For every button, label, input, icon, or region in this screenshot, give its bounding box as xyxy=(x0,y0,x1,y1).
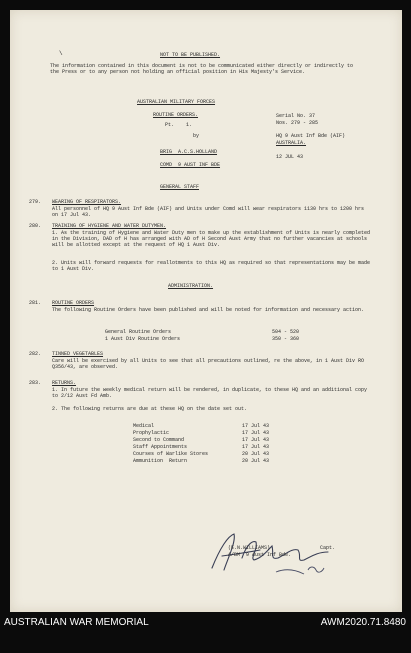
item-283-number: 283. xyxy=(29,380,42,386)
by-label: by xyxy=(193,133,200,139)
footer-accession-id: AWM2020.71.8480 xyxy=(320,617,406,628)
document-page xyxy=(10,10,402,612)
return-label: Ammunition Return xyxy=(133,458,188,464)
return-date: 17 Jul 43 xyxy=(242,430,270,436)
item-282-body: Care will be exercised by all Units to see that all precautions outlined, re the above, in 1 Aust Div RO Q356/43, are observed. xyxy=(52,358,365,370)
return-date: 20 Jul 43 xyxy=(242,451,270,457)
item-282-number: 282. xyxy=(29,351,42,357)
issuer-name: BRIG A.C.S.HOLLAND xyxy=(160,149,218,155)
item-281-number: 281. xyxy=(29,300,42,306)
item-279-number: 279. xyxy=(29,199,42,205)
ro-row-value: 350 - 360 xyxy=(272,336,300,342)
item-282-title: TINNED VEGETABLES xyxy=(52,351,104,357)
section-general-staff: GENERAL STAFF xyxy=(160,184,200,190)
serial-number: Serial No. 37 xyxy=(276,113,316,119)
hq-line-2: AUSTRALIA. xyxy=(276,140,307,146)
hq-line-1: HQ 9 Aust Inf Bde (AIF) xyxy=(276,133,346,139)
return-label: Second to Command xyxy=(133,437,185,443)
notice-title: NOT TO BE PUBLISHED. xyxy=(160,52,221,58)
return-date: 17 Jul 43 xyxy=(242,437,270,443)
order-numbers: Nos. 279 - 285 xyxy=(276,120,319,126)
signatory-appointment: A/BM 9 Aust Inf Bde. xyxy=(228,552,292,558)
footer-credit: AUSTRALIAN WAR MEMORIAL xyxy=(4,617,149,628)
notice-text: The information contained in this document is not to be communicated either directly or indirectly to the Press or to any person not holding an official position in His Majesty's Service. xyxy=(50,63,354,75)
footer-bar xyxy=(0,612,411,653)
item-280-title: TRAINING OF HYGIENE AND WATER DUTYMEN. xyxy=(52,223,167,229)
order-date: 12 JUL 43 xyxy=(276,154,304,160)
signatory-name: (E.N.WILLIAMS) xyxy=(228,545,271,551)
section-administration: ADMINISTRATION. xyxy=(168,283,214,289)
return-date: 20 Jul 43 xyxy=(242,458,270,464)
item-283-title: RETURNS. xyxy=(52,380,77,386)
orders-title: ROUTINE ORDERS. xyxy=(153,112,199,118)
item-279-body: All personnel of HQ 9 Aust Inf Bde (AIF) and Units under Comd will wear respirators 1130 hrs to 1200 hrs on 17 Jul 43. xyxy=(52,206,365,218)
ro-row-label: General Routine Orders xyxy=(105,329,172,335)
item-283-para-2: 2. The following returns are due at these HQ on the date set out. xyxy=(52,406,248,412)
issuer-command: COMD 9 AUST INF BDE xyxy=(160,162,221,168)
return-label: Prophylactic xyxy=(133,430,170,436)
hole-punch-mark: \ xyxy=(59,50,63,57)
return-date: 17 Jul 43 xyxy=(242,444,270,450)
signatory-rank: Capt. xyxy=(320,545,336,551)
item-281-title: ROUTINE ORDERS xyxy=(52,300,95,306)
item-280-para-1: 1. As the training of Hygiene and Water Duty men to make up the establishment of Units is nearly completed in the Division, DAD of H has arranged with AD of H Second Aust Army that no further vacancies at schools will be allotted except at the request of HQ 1 Aust Div. xyxy=(52,230,371,248)
force-heading: AUSTRALIAN MILITARY FORCES xyxy=(137,99,216,105)
return-label: Medical xyxy=(133,423,155,429)
ro-row-value: 504 - 520 xyxy=(272,329,300,335)
return-label: Courses of Warlike Stores xyxy=(133,451,209,457)
return-label: Staff Appointments xyxy=(133,444,188,450)
item-283-para-1: 1. In future the weekly medical return will be rendered, in duplicate, to these HQ and an additional copy to 2/12 Aust Fd Amb. xyxy=(52,387,368,399)
item-280-para-2: 2. Units will forward requests for reallotments to this HQ as required so that representations may be made to 1 Aust Div. xyxy=(52,260,371,272)
item-279-title: WEARING OF RESPIRATORS. xyxy=(52,199,122,205)
item-280-number: 280. xyxy=(29,223,42,229)
ro-row-label: 1 Aust Div Routine Orders xyxy=(105,336,181,342)
part-number: Pt. 1. xyxy=(165,122,193,128)
return-date: 17 Jul 43 xyxy=(242,423,270,429)
item-281-body: The following Routine Orders have been published and will be noted for information and necessary action. xyxy=(52,307,365,313)
